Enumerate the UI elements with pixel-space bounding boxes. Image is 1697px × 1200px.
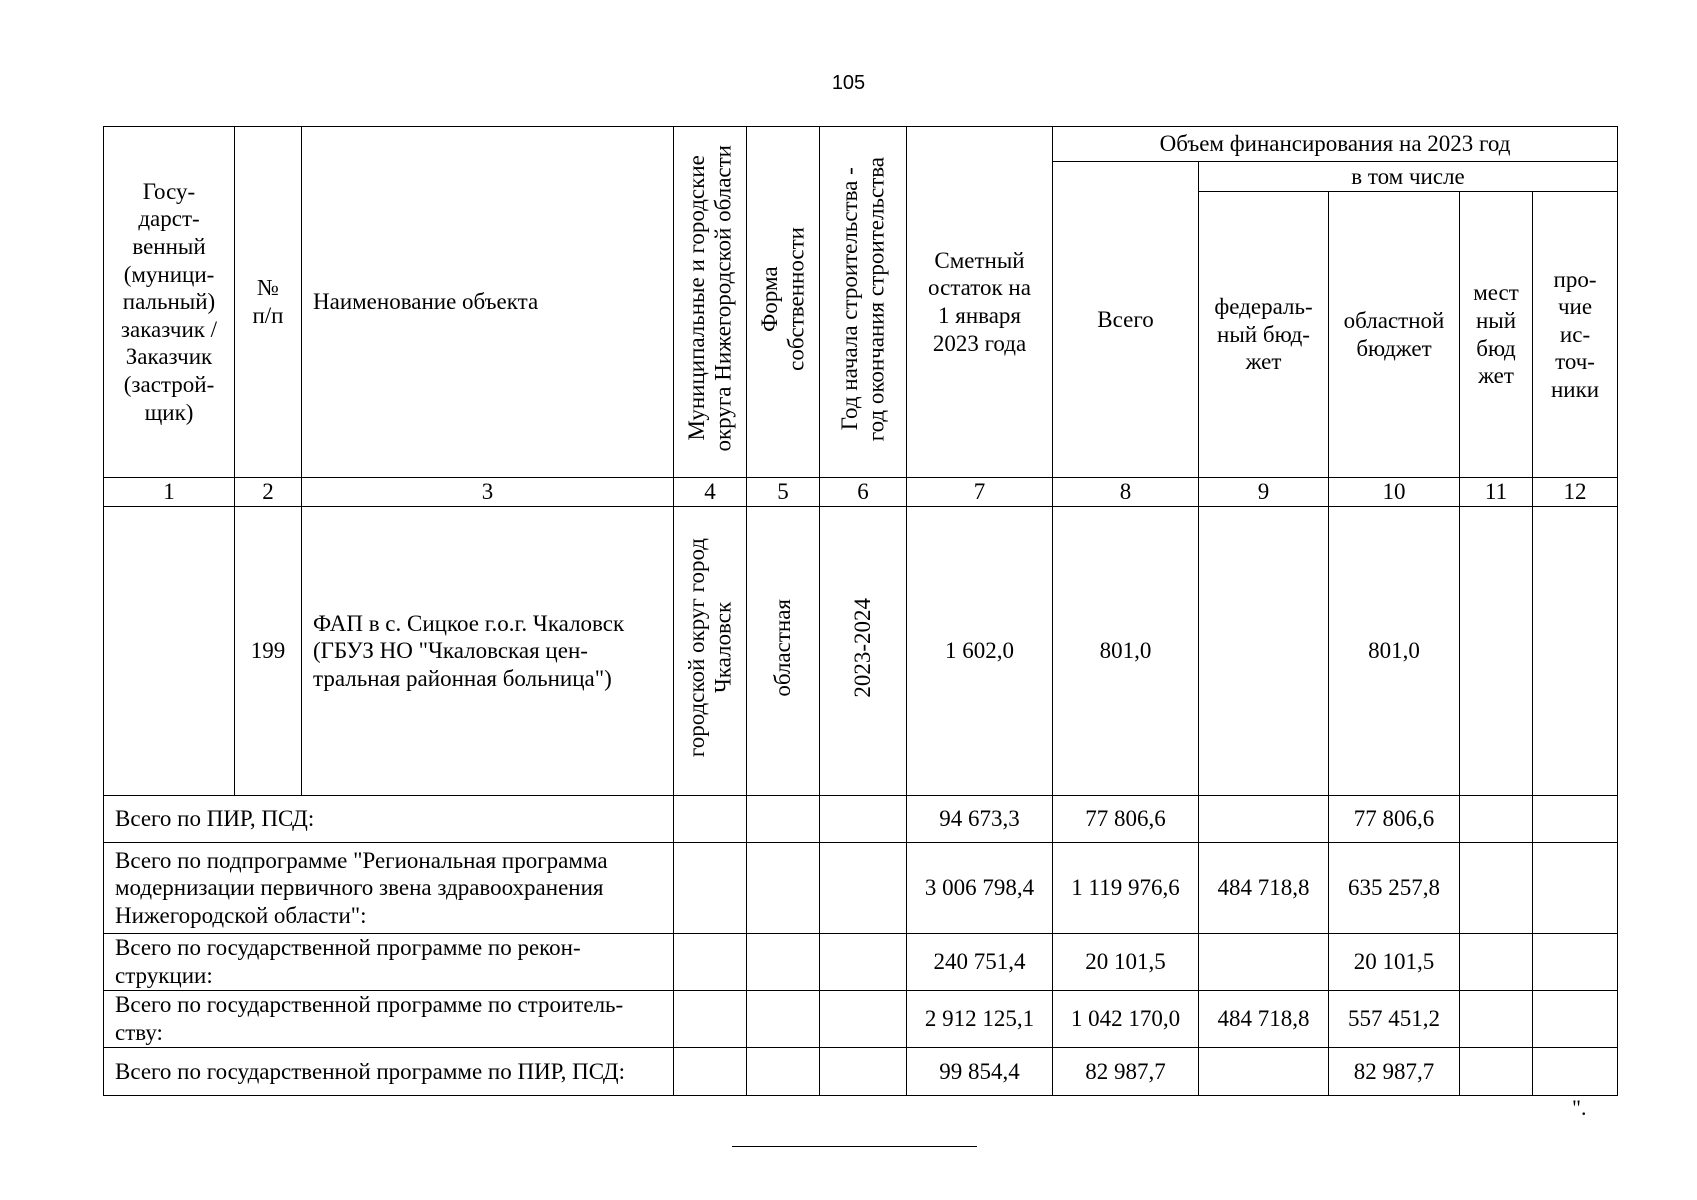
summary-empty-cell: [820, 991, 907, 1048]
summary-local: [1460, 991, 1533, 1048]
column-number: 1: [104, 478, 235, 507]
summary-total: 20 101,5: [1053, 934, 1199, 991]
summary-federal: 484 718,8: [1199, 843, 1329, 934]
page-number: 105: [831, 72, 866, 94]
summary-empty-cell: [674, 796, 747, 843]
column-number: 11: [1460, 478, 1533, 507]
summary-local: [1460, 843, 1533, 934]
header-local-budget: мест ный бюд жет: [1460, 192, 1533, 478]
header-funding-group: Объем финансирования на 2023 год: [1053, 127, 1618, 162]
column-number: 7: [907, 478, 1053, 507]
object-number: 199: [235, 507, 302, 796]
summary-empty-cell: [747, 934, 820, 991]
header-number: № п/п: [235, 127, 302, 478]
object-municipality-text: городской округ город Чкаловск: [683, 538, 735, 758]
summary-empty-cell: [820, 1048, 907, 1096]
summary-row: [104, 796, 1618, 843]
header-years-text: Год начала строительства - год окончания строительства: [836, 156, 888, 441]
summary-other: [1533, 843, 1618, 934]
object-ownership: [747, 507, 820, 796]
summary-local: [1460, 796, 1533, 843]
summary-other: [1533, 1048, 1618, 1096]
summary-label: Всего по государственной программе по рекон- струкции:: [104, 934, 674, 991]
object-total: 801,0: [1053, 507, 1199, 796]
summary-label: Всего по государственной программе по ПИР, ПСД:: [104, 1048, 674, 1096]
summary-federal: [1199, 1048, 1329, 1096]
summary-row: [104, 934, 1618, 991]
object-estimate-remainder: 1 602,0: [907, 507, 1053, 796]
object-ownership-text: областная: [769, 598, 795, 697]
object-name: ФАП в с. Сицкое г.о.г. Чкаловск (ГБУЗ НО "Чкаловская цен- тральная районная больница"): [302, 507, 674, 796]
summary-empty-cell: [820, 796, 907, 843]
column-number: 12: [1533, 478, 1618, 507]
summary-label: Всего по ПИР, ПСД:: [104, 796, 674, 843]
closing-quote-mark: ".: [1572, 1095, 1587, 1120]
summary-other: [1533, 991, 1618, 1048]
summary-regional: 82 987,7: [1329, 1048, 1460, 1096]
header-including: в том числе: [1199, 162, 1618, 192]
object-years: [820, 507, 907, 796]
summary-regional: 557 451,2: [1329, 991, 1460, 1048]
column-number: 2: [235, 478, 302, 507]
summary-other: [1533, 796, 1618, 843]
summary-empty-cell: [747, 1048, 820, 1096]
object-years-text: 2023-2024: [849, 597, 875, 698]
summary-empty-cell: [747, 796, 820, 843]
column-number: 8: [1053, 478, 1199, 507]
column-number: 5: [747, 478, 820, 507]
summary-estimate-remainder: 99 854,4: [907, 1048, 1053, 1096]
header-municipality: [674, 127, 747, 478]
summary-regional: 20 101,5: [1329, 934, 1460, 991]
summary-row: [104, 991, 1618, 1048]
summary-other: [1533, 934, 1618, 991]
summary-local: [1460, 1048, 1533, 1096]
column-number: 3: [302, 478, 674, 507]
column-number: 10: [1329, 478, 1460, 507]
summary-label: Всего по государственной программе по строитель- ству:: [104, 991, 674, 1048]
header-estimate-remainder: Сметный остаток на 1 января 2023 года: [907, 127, 1053, 478]
column-number: 9: [1199, 478, 1329, 507]
header-ownership-text: Форма собственности: [756, 226, 808, 371]
summary-federal: [1199, 796, 1329, 843]
summary-estimate-remainder: 240 751,4: [907, 934, 1053, 991]
summary-empty-cell: [674, 991, 747, 1048]
column-number: 6: [820, 478, 907, 507]
summary-total: 1 119 976,6: [1053, 843, 1199, 934]
summary-empty-cell: [674, 843, 747, 934]
header-years: [820, 127, 907, 478]
object-customer: [104, 507, 235, 796]
object-federal: [1199, 507, 1329, 796]
header-customer: Госу- дарст- венный (муници- пальный) заказчик / Заказчик (застрой- щик): [104, 127, 235, 478]
summary-label: Всего по подпрограмме "Региональная программа модернизации первичного звена здравоохранения Нижегородской области":: [104, 843, 674, 934]
financing-table: [103, 126, 1618, 1096]
summary-empty-cell: [820, 934, 907, 991]
summary-row: [104, 843, 1618, 934]
summary-empty-cell: [747, 991, 820, 1048]
summary-estimate-remainder: 94 673,3: [907, 796, 1053, 843]
summary-local: [1460, 934, 1533, 991]
header-municipality-text: Муниципальные и городские округа Нижегородской области: [683, 145, 735, 452]
summary-empty-cell: [747, 843, 820, 934]
summary-federal: 484 718,8: [1199, 991, 1329, 1048]
summary-regional: 635 257,8: [1329, 843, 1460, 934]
object-other: [1533, 507, 1618, 796]
summary-estimate-remainder: 2 912 125,1: [907, 991, 1053, 1048]
column-number: 4: [674, 478, 747, 507]
object-regional: 801,0: [1329, 507, 1460, 796]
summary-empty-cell: [674, 1048, 747, 1096]
header-regional-budget: областной бюджет: [1329, 192, 1460, 478]
footer-divider: [732, 1146, 977, 1147]
column-number-row: [104, 478, 1618, 507]
header-ownership: [747, 127, 820, 478]
summary-regional: 77 806,6: [1329, 796, 1460, 843]
summary-estimate-remainder: 3 006 798,4: [907, 843, 1053, 934]
object-row: [104, 507, 1618, 796]
summary-total: 77 806,6: [1053, 796, 1199, 843]
object-local: [1460, 507, 1533, 796]
header-object-name: Наименование объекта: [302, 127, 674, 478]
summary-federal: [1199, 934, 1329, 991]
object-municipality: [674, 507, 747, 796]
summary-row: [104, 1048, 1618, 1096]
header-federal-budget: федераль- ный бюд- жет: [1199, 192, 1329, 478]
summary-total: 82 987,7: [1053, 1048, 1199, 1096]
header-other-sources: про- чие ис- точ- ники: [1533, 192, 1618, 478]
summary-empty-cell: [674, 934, 747, 991]
summary-empty-cell: [820, 843, 907, 934]
summary-total: 1 042 170,0: [1053, 991, 1199, 1048]
header-row-1: [104, 127, 1618, 162]
header-total: Всего: [1053, 162, 1199, 478]
